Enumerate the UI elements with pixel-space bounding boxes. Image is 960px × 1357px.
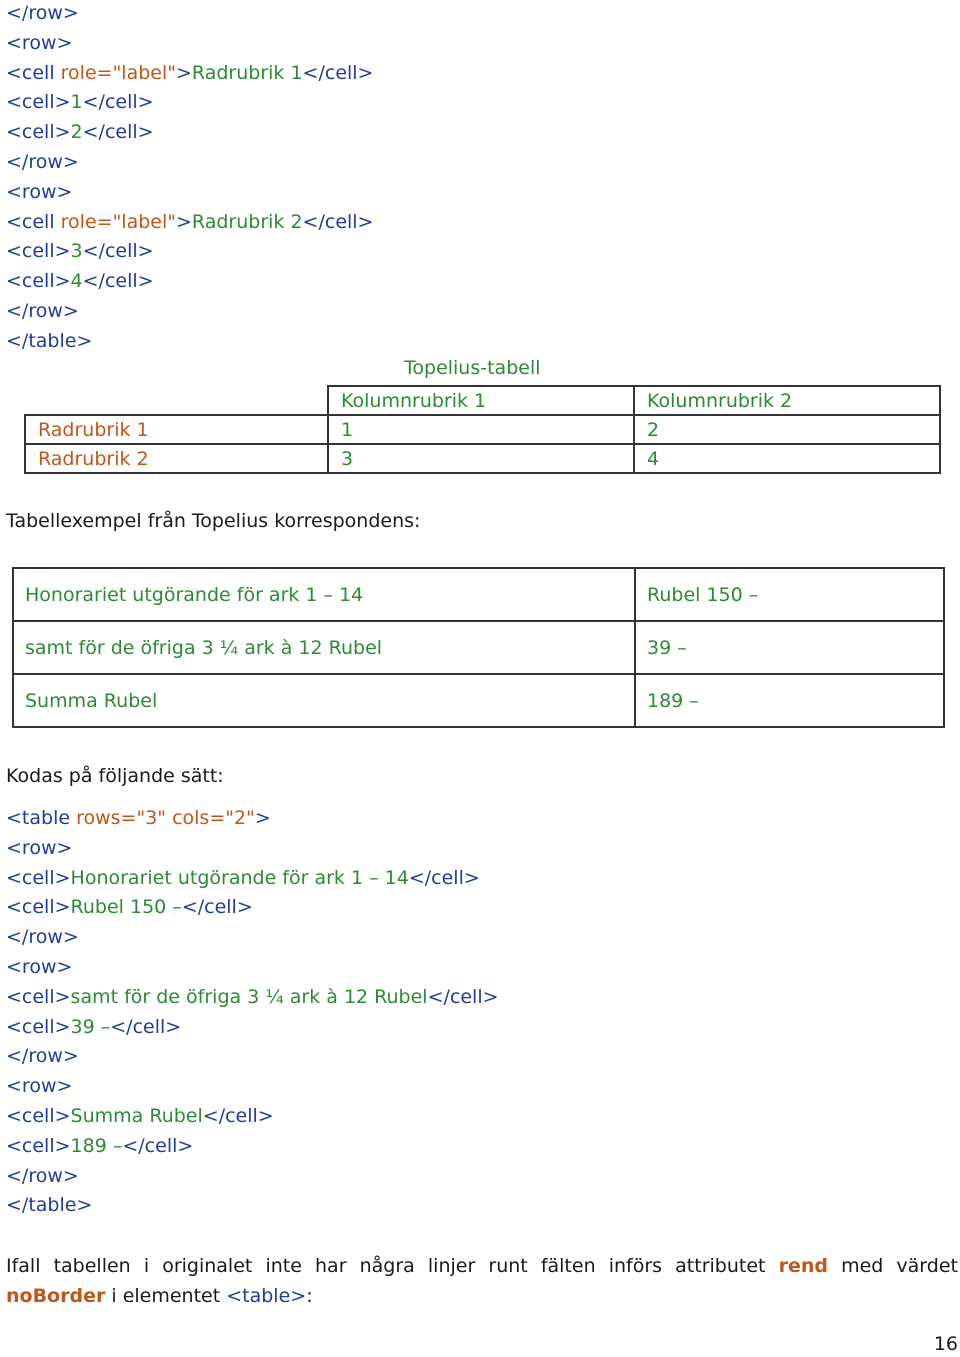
code-line [6, 1133, 193, 1159]
code-line [6, 60, 373, 86]
paragraph-text: i elementet [105, 1285, 227, 1307]
code-token: > [176, 210, 192, 233]
code-token: </row> [6, 1045, 79, 1068]
code-token: </row> [6, 300, 79, 322]
letter-table [12, 567, 945, 728]
empty-corner-cell [25, 386, 328, 415]
row-header: Radrubrik 1 [25, 415, 328, 444]
example-heading: Tabellexempel från Topelius korrespondens: [6, 510, 421, 532]
code-token: Radrubrik 1 [191, 61, 303, 84]
encoding-heading: Kodas på följande sätt: [6, 765, 224, 787]
code-token: </row> [6, 1164, 79, 1187]
code-token: <row> [6, 836, 73, 859]
code-line [6, 89, 154, 115]
keyword-rend: rend [778, 1255, 828, 1277]
code-token: role="label" [60, 210, 176, 233]
code-token: <cell> [6, 270, 71, 293]
keyword-table-tag: <table> [226, 1285, 307, 1307]
code-line [6, 1014, 181, 1040]
code-token: samt för de öfriga 3 ¼ ark à 12 Rubel [70, 985, 428, 1008]
code-token: <cell [6, 210, 61, 233]
code-line [6, 119, 154, 145]
code-line [6, 298, 79, 324]
code-token: </table> [6, 329, 93, 352]
code-token: > [176, 61, 192, 84]
code-token: </cell> [110, 1015, 182, 1038]
code-line [6, 984, 499, 1010]
code-token: </cell> [122, 1134, 194, 1157]
code-token: <row> [6, 31, 73, 54]
code-line [6, 1103, 274, 1129]
code-token: </cell> [408, 866, 480, 889]
topelius-table [24, 385, 941, 474]
code-token: > [254, 807, 271, 829]
code-token: <cell> [6, 1015, 71, 1038]
table-row [25, 444, 940, 473]
column-header: Kolumnrubrik 1 [328, 386, 634, 415]
code-line [6, 0, 79, 26]
code-token: </table> [6, 1194, 93, 1217]
code-line [6, 1192, 92, 1218]
code-line [6, 1163, 79, 1189]
code-line [6, 1043, 79, 1069]
paragraph-text: : [306, 1285, 313, 1307]
body-paragraph [6, 1251, 958, 1311]
code-token: </cell> [82, 270, 154, 293]
code-token: </cell> [427, 985, 499, 1008]
code-token: <cell> [6, 866, 71, 889]
code-token: <row> [6, 180, 73, 203]
code-token: <cell> [6, 91, 71, 114]
table-cell: Rubel 150 – [635, 568, 944, 621]
code-line [6, 894, 253, 920]
code-token: 189 – [70, 1134, 123, 1157]
row-header: Radrubrik 2 [25, 444, 328, 473]
code-line [6, 209, 373, 235]
column-header: Kolumnrubrik 2 [634, 386, 940, 415]
table-row [13, 674, 944, 727]
code-token: </cell> [181, 896, 253, 919]
code-token: 2 [70, 121, 83, 144]
table-cell: 39 – [635, 621, 944, 674]
code-token: </cell> [82, 240, 154, 263]
code-token: </cell> [302, 61, 374, 84]
table-row [13, 568, 944, 621]
code-token: </cell> [82, 121, 154, 144]
code-token: <row> [6, 956, 73, 978]
page-number: 16 [933, 1333, 958, 1355]
code-line [6, 954, 72, 980]
code-token: <cell [6, 61, 61, 84]
table-row [13, 621, 944, 674]
code-line [6, 268, 154, 294]
code-token: <table [6, 807, 77, 829]
code-token: 39 – [70, 1015, 111, 1038]
table-cell: Summa Rubel [13, 674, 635, 727]
code-token: <cell> [6, 1134, 71, 1157]
code-line [6, 30, 72, 56]
code-token: Radrubrik 2 [191, 210, 303, 233]
code-token: </row> [6, 926, 79, 949]
code-token: </cell> [202, 1105, 274, 1127]
table-cell: 4 [634, 444, 940, 473]
code-token: </row> [6, 151, 79, 173]
table-caption: Topelius-tabell [404, 357, 541, 379]
code-token: Rubel 150 – [70, 896, 182, 919]
code-token: </cell> [302, 210, 374, 233]
code-line [6, 179, 72, 205]
code-token: </row> [6, 2, 79, 24]
code-line [6, 805, 271, 831]
table-cell: Honorariet utgörande för ark 1 – 14 [13, 568, 635, 621]
table-cell: samt för de öfriga 3 ¼ ark à 12 Rubel [13, 621, 635, 674]
code-line [6, 835, 72, 861]
code-line [6, 1073, 72, 1099]
code-token: role="label" [60, 61, 176, 84]
code-token: Honorariet utgörande för ark 1 – 14 [70, 866, 409, 889]
table-cell: 1 [328, 415, 634, 444]
code-token: 1 [70, 91, 83, 114]
paragraph-text: Ifall tabellen i originalet inte har några linjer runt fälten införs attributet [6, 1255, 779, 1277]
code-line [6, 924, 79, 950]
code-token: rows="3" cols="2" [76, 807, 255, 829]
code-line [6, 865, 480, 891]
code-line [6, 238, 154, 264]
code-token: </cell> [82, 91, 154, 114]
table-cell: 2 [634, 415, 940, 444]
table-cell: 189 – [635, 674, 944, 727]
code-token: <cell> [6, 1105, 71, 1127]
code-token: <cell> [6, 121, 71, 144]
table-cell: 3 [328, 444, 634, 473]
keyword-noborder: noBorder [6, 1285, 106, 1307]
code-token: <cell> [6, 985, 71, 1008]
code-token: 3 [70, 240, 83, 263]
table-row [25, 415, 940, 444]
code-token: <cell> [6, 240, 71, 263]
code-token: <cell> [6, 896, 71, 919]
code-token: 4 [70, 270, 83, 293]
code-line [6, 328, 92, 354]
code-token: <row> [6, 1075, 73, 1098]
table-header-row [25, 386, 940, 415]
paragraph-text: med värdet [827, 1255, 958, 1277]
code-line [6, 149, 79, 175]
code-token: Summa Rubel [70, 1105, 203, 1127]
